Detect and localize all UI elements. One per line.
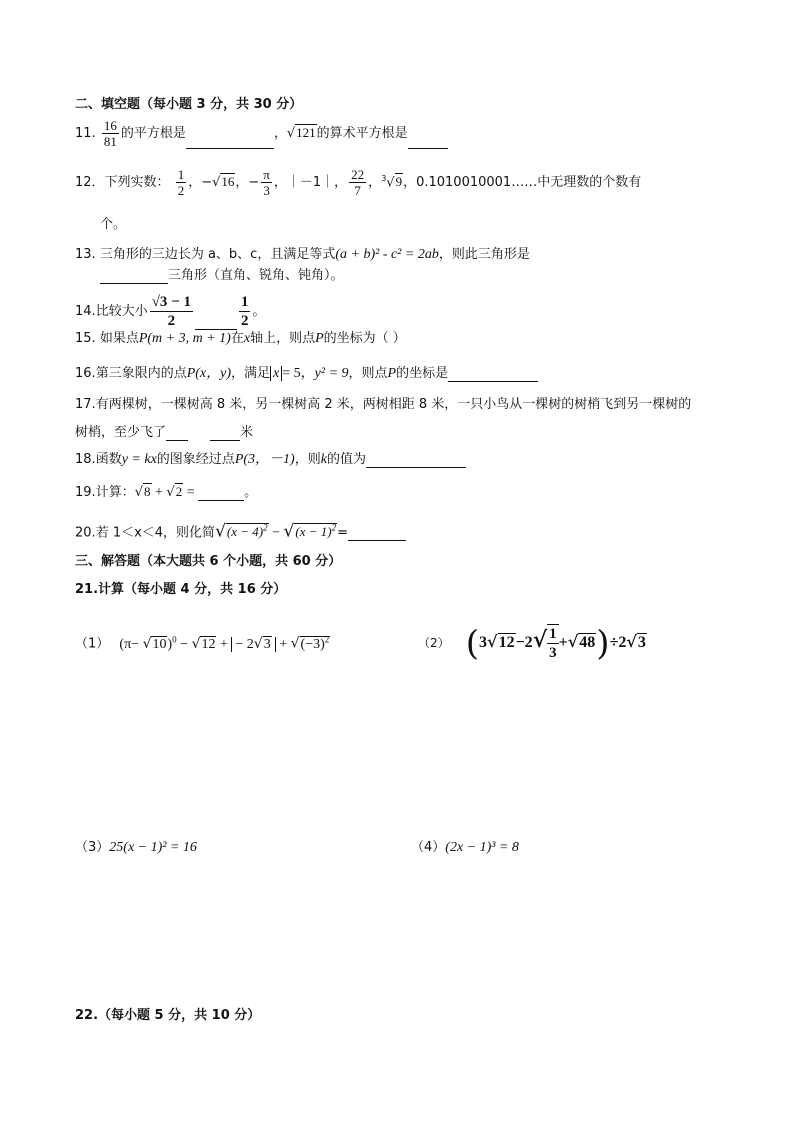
problem-label: （1） <box>75 636 110 652</box>
variable: x <box>243 331 251 346</box>
sqrt-expression: √2 <box>166 484 183 500</box>
problem-label: （4） <box>411 840 446 855</box>
point-expression: P(m + 3, m + 1) <box>138 331 231 346</box>
question-number: 18. <box>75 452 96 467</box>
question-text: 三角形（直角、锐角、钝角）。 <box>168 268 344 283</box>
equation: 25(x − 1)² = 16 <box>109 840 197 855</box>
answer-blank[interactable] <box>166 426 188 441</box>
question-text: 计算： <box>95 485 135 500</box>
problem-label: （3） <box>75 840 110 855</box>
question-text: ，则 <box>294 452 321 467</box>
answer-blank[interactable] <box>210 426 240 441</box>
question-text: 如果点 <box>99 331 139 346</box>
fraction: $\frac{√3 - 1}{2}$ <box>151 294 191 329</box>
question-text: 第三象限内的点 <box>95 366 187 381</box>
question-number: 13. <box>75 247 96 262</box>
answer-blank[interactable] <box>448 367 538 382</box>
question-text: 有两棵树，一棵树高 8 米，另一棵树高 2 米，两树相距 8 米，一只小鸟从一棵树的树梢飞到另一棵树的 <box>95 397 692 412</box>
fraction: $\frac{22}{7}$ <box>351 167 365 198</box>
question-13-continued <box>100 268 344 284</box>
question-text: 12．下列实数： <box>75 175 170 190</box>
absolute-value: ｜－1｜， <box>286 175 348 190</box>
question-text: 在 <box>230 331 244 346</box>
section-heading-solve: 三、解答题（本大题共 6 个小题，共 60 分） <box>75 554 342 569</box>
section-heading-fill-in: 二、填空题（每小题 3 分，共 30 分） <box>75 97 303 112</box>
absolute-value: x <box>270 366 282 381</box>
question-text: 的算术平方根是 <box>316 126 408 141</box>
answer-blank[interactable] <box>186 134 274 149</box>
question-20: 20.若 1＜x＜4，则化简$√(x - 4)^2 - √(x - 1)^2=$ <box>75 520 406 541</box>
question-12-continued: 个。 <box>100 217 127 232</box>
question-17 <box>75 397 691 413</box>
question-text: 若 1＜x＜4，则化简 <box>95 525 216 541</box>
fraction: $\frac{\pi}{3}$ <box>263 167 270 198</box>
sqrt-expression: √121 <box>286 125 316 141</box>
question-text: 比较大小 <box>95 304 148 319</box>
question-13 <box>75 247 530 263</box>
question-15 <box>75 331 406 347</box>
question-text: 。 <box>252 304 266 319</box>
question-text: ，则此三角形是 <box>438 247 530 262</box>
question-text: 的坐标是 <box>396 366 449 381</box>
problem-21-4 <box>411 840 519 856</box>
answer-blank[interactable] <box>198 486 244 501</box>
variable: P <box>315 331 324 346</box>
question-number: 16. <box>75 366 96 381</box>
sqrt-expression: $√(x - 4)^2$ <box>215 521 268 542</box>
question-18 <box>75 452 466 468</box>
question-11: 11. $\frac{16}{81}$ 的平方根是 ，√121的算术平方根是 <box>75 118 448 149</box>
equation: y = kx <box>121 452 157 467</box>
answer-blank[interactable] <box>408 134 448 149</box>
question-text: = 5， <box>282 366 315 381</box>
question-number: 11. <box>75 126 96 141</box>
question-text: 的平方根是 <box>120 126 186 141</box>
question-text: 轴上，则点 <box>250 331 316 346</box>
question-text: 米 <box>240 425 254 440</box>
problem-21-2 <box>418 620 647 664</box>
question-number: 14. <box>75 304 96 319</box>
question-16 <box>75 366 538 382</box>
question-21-heading: 21.计算（每小题 4 分，共 16 分） <box>75 582 287 597</box>
question-text: 三角形的三边长为 a、b、c，且满足等式 <box>99 247 336 262</box>
question-17-continued <box>75 425 253 441</box>
question-text: 树梢，至少飞了 <box>75 425 167 440</box>
question-text: ，0.1010010001……中无理数的个数有 <box>403 175 642 190</box>
question-text: 的坐标为（ ） <box>323 331 406 346</box>
question-22-heading: 22.（每小题 5 分，共 10 分） <box>75 1008 261 1023</box>
equation: (a + b)² - c² = 2ab <box>335 247 439 262</box>
problem-21-1 <box>75 631 330 653</box>
fraction: $\frac{1}{2}$ <box>177 167 185 198</box>
question-number: 20. <box>75 525 96 541</box>
expression: (3√12−2√ $\frac{1}{3}$ +√48)÷2√3 <box>465 623 646 664</box>
sqrt-expression: $√(x - 1)^2$ <box>283 521 337 542</box>
question-text: 。 <box>244 485 258 500</box>
question-text: = <box>337 525 348 541</box>
sqrt-expression: √16 <box>212 174 235 190</box>
answer-blank[interactable] <box>195 315 237 330</box>
question-number: 17. <box>75 397 96 412</box>
problem-label: （2） <box>418 636 450 650</box>
question-text: 的图象经过点 <box>156 452 235 467</box>
question-number: 15. <box>75 331 96 346</box>
fraction: $\frac{1}{2}$ <box>240 294 249 329</box>
question-text: 的值为 <box>326 452 366 467</box>
cube-root-expression: $^3$√9 <box>381 173 403 190</box>
question-19: 19.计算：√8 + √2 = 。 <box>75 484 258 500</box>
problem-21-3 <box>75 840 197 856</box>
variable: P <box>387 366 397 381</box>
question-text: 函数 <box>95 452 122 467</box>
variable: k <box>320 452 327 467</box>
sqrt-expression: √8 <box>134 484 151 500</box>
question-14 <box>75 293 266 330</box>
answer-blank[interactable] <box>348 526 406 541</box>
question-text: ，满足 <box>231 366 271 381</box>
question-number: 19. <box>75 485 96 500</box>
answer-blank[interactable] <box>100 269 168 284</box>
equation: (2x − 1)³ = 8 <box>445 840 519 855</box>
point-expression: P(x，y) <box>186 366 232 381</box>
expression: $(\pi- √10)^0 - √12$ + − $2√3 + √(-3)^2$ <box>119 634 330 652</box>
fraction: $\frac{16}{81}$ <box>103 118 117 149</box>
answer-blank[interactable] <box>366 453 466 468</box>
question-text: ，则点 <box>348 366 388 381</box>
point-expression: P(3，－1) <box>234 452 295 467</box>
question-12: 12．下列实数： $\frac{1}{2}$ ，−√16，− $\frac{\pi}{3}$ ，｜－1｜， $\frac{22}{7}$ ，$^3$√9，0.1010010001……中无理数的个数有 <box>75 167 642 198</box>
equation: y² = 9 <box>314 366 349 381</box>
